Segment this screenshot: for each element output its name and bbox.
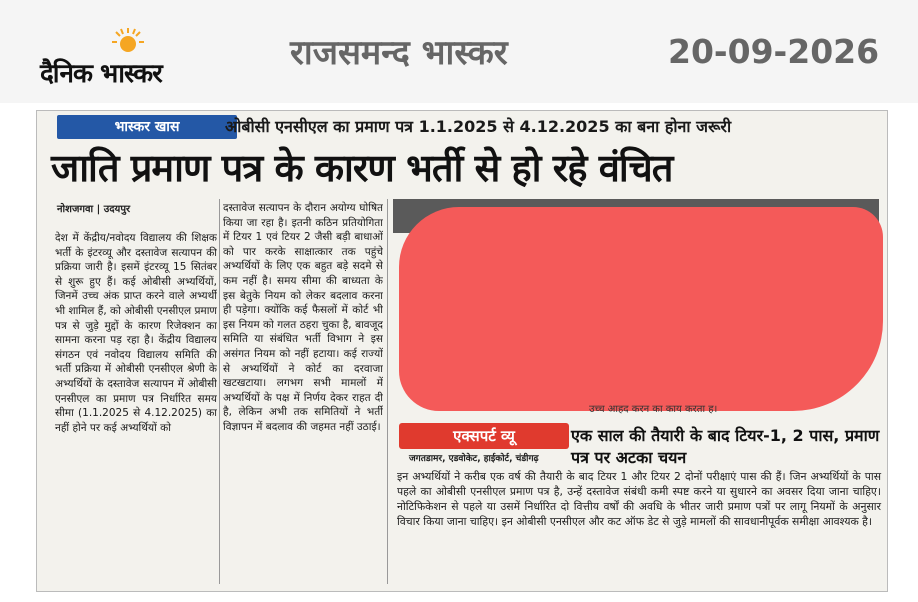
column-divider xyxy=(219,199,220,584)
dainik-bhaskar-logo xyxy=(40,28,220,88)
column-divider xyxy=(387,199,388,584)
edition-date: 20-09-2026 xyxy=(668,32,880,71)
section-tag: भास्कर खास xyxy=(57,115,237,139)
sun-logo-icon xyxy=(112,28,144,52)
newspaper-clipping xyxy=(36,110,888,592)
masthead xyxy=(0,0,918,103)
logo-text: दैनिक भास्कर xyxy=(40,59,162,89)
article-column-1: देश में केंद्रीय/नवोदय विद्यालय की शिक्षक भर्ती के इंटरव्यू और दस्तावेज सत्यापन की प्रक्रिया जारी है। इसमें इंटरव्यू 15 सितंबर से शुरू हुए हैं। कई ओबीसी अभ्यर्थियों, जिनमें उच्च अंक प्राप्त करने वाले अभ्यर्थी भी शामिल हैं, को ओबीसी एनसीएल प्रमाण पत्र से जुड़े मुद्दों के कारण रिजेक्शन का सामना करना पड़ रहा है। केंद्रीय विद्यालय संगठन एवं नवोदय विद्यालय समिति की भर्ती प्रक्रिया में ओबीसी एनसीएल श्रेणी के अभ्यर्थियों के दस्तावेज सत्यापन में ओबीसी एनसीएल का प्रमाण पत्र निर्धारित समय सीमा (1.1.2025 से 4.12.2025) का नहीं होने पर कई अभ्यर्थियों को xyxy=(55,232,217,434)
expert-body: इन अभ्यर्थियों ने करीब एक वर्ष की तैयारी के बाद टियर 1 और टियर 2 दोनों परीक्षाएं पास की हैं। जिन अभ्यर्थियों के पास पहले का ओबीसी एनसीएल प्रमाण पत्र है, उन्हें दस्तावेज संबंधी कमी स्पष्ट करने या सुधारने का अवसर दिया जाना चाहिए। नोटिफिकेशन से पहले या उसमें निर्धारित दो वित्तीय वर्षों की अवधि के भीतर जारी प्रमाण पत्रों पर लागू नियमों के अनुसार विचार किया जाना चाहिए। इन ओबीसी एनसीएल और कट ऑफ डेट से जुड़े मामलों की सावधानीपूर्वक समीक्षा आवश्यक है। xyxy=(397,470,881,528)
edition-title: राजसमन्द भास्कर xyxy=(290,33,508,73)
expert-view-tag: एक्सपर्ट व्यू xyxy=(399,423,569,449)
article-byline: नोशजगवा | उदयपुर xyxy=(57,204,131,215)
redaction-overlay xyxy=(399,207,883,411)
article-headline: जाति प्रमाण पत्र के कारण भर्ती से हो रहे वंचित xyxy=(51,146,673,190)
article-kicker: ओबीसी एनसीएल का प्रमाण पत्र 1.1.2025 से 4.12.2025 का बना होना जरूरी xyxy=(225,117,732,136)
expert-byline: जगतडामर, एडवोकेट, हाईकोर्ट, चंडीगढ़ xyxy=(409,454,539,464)
partially-hidden-text: उच्च आहद करन का काय करता ह। xyxy=(589,404,718,415)
article-column-2: दस्तावेज सत्यापन के दौरान अयोग्य घोषित किया जा रहा है। इतनी कठिन प्रतियोगिता में टियर 1 एवं टियर 2 जैसी बड़ी बाधाओं को पार करके साक्षात्कार तक पहुंचे अभ्यर्थियों के लिए एक बहुत बड़े सदमे से कम नहीं है। समय सीमा की बाध्यता के इस बेतुके नियम को लेकर बदलाव करना ही पड़ेगा। क्योंकि कई फैसलों में कोर्ट भी इस नियम को गलत ठहरा चुका है, बावजूद समिति या संबंधित भर्ती विभाग ने इस असंगत नियम को नहीं हटाया। कई राज्यों से अभ्यर्थियों ने कोर्ट का दरवाजा खटखटाया। लगभग सभी मामलों में अभ्यर्थियों के पक्ष में निर्णय देकर राहत दी है, लेकिन अभी तक समितियों ने भर्ती विज्ञापन में बदलाव की जहमत नहीं उठाई। xyxy=(223,202,383,433)
expert-headline: एक साल की तैयारी के बाद टियर-1, 2 पास, प्रमाण पत्र पर अटका चयन xyxy=(571,426,880,467)
